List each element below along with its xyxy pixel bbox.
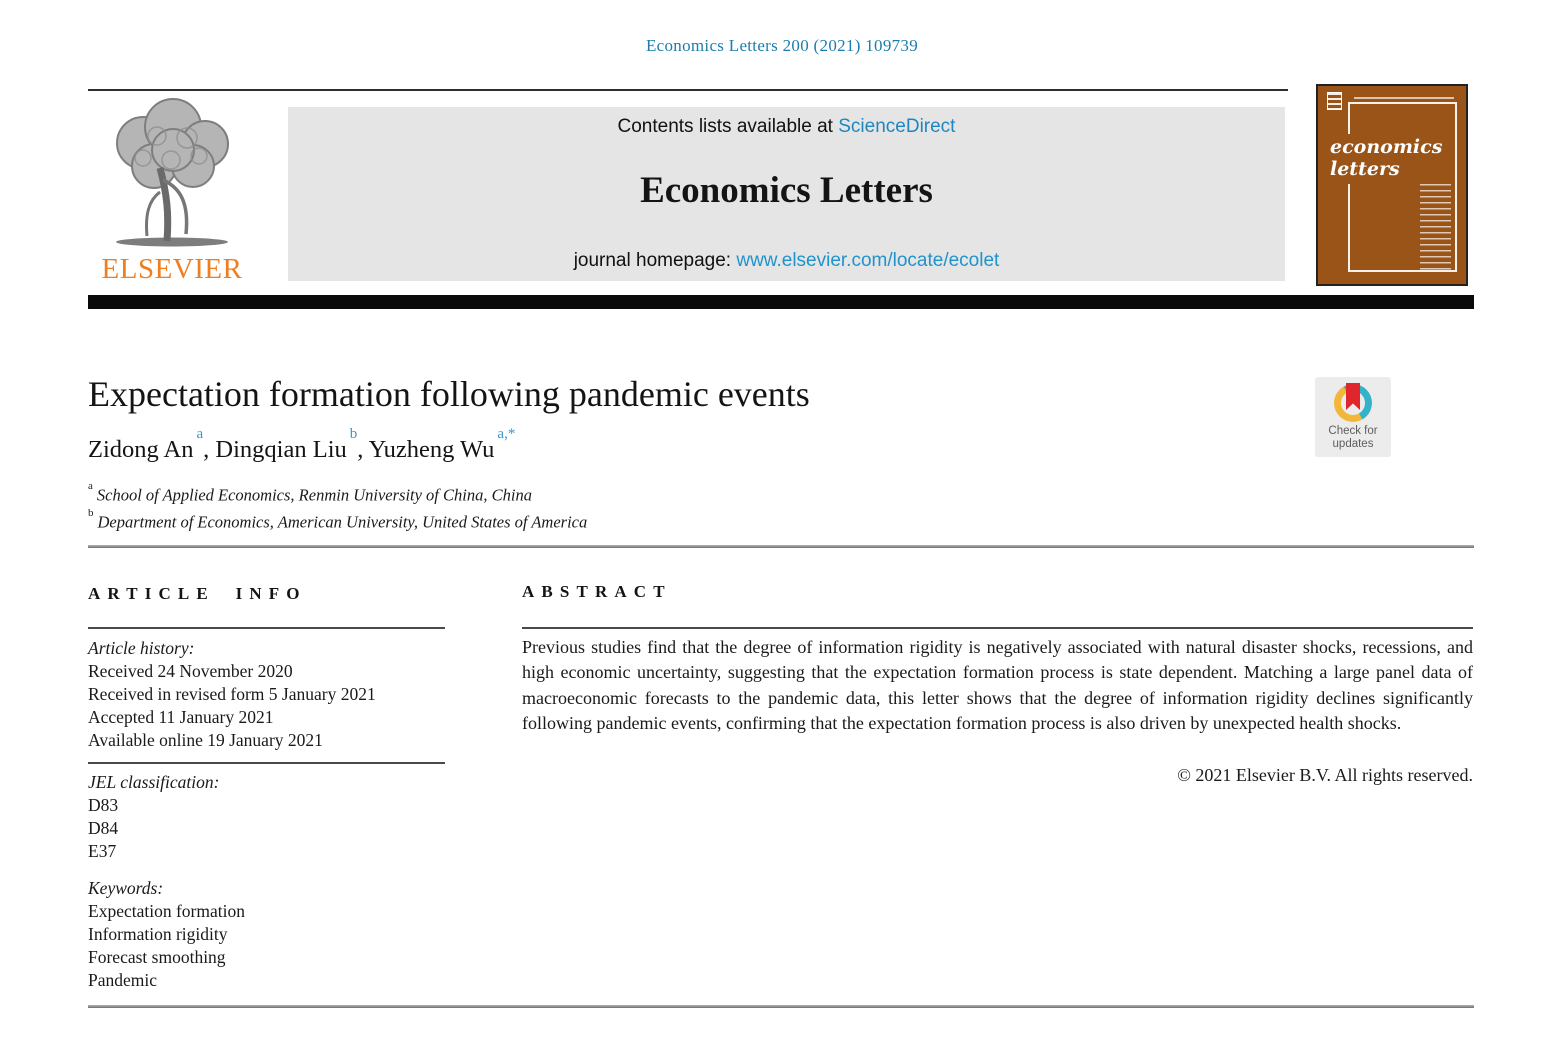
crossmark-label: Check for updates	[1328, 425, 1378, 450]
elsevier-logo	[88, 96, 256, 286]
sciencedirect-link[interactable]: ScienceDirect	[838, 116, 956, 137]
bottom-rule	[88, 1005, 1474, 1008]
affiliation-text: School of Applied Economics, Renmin University of China, China	[96, 485, 532, 505]
homepage-line	[288, 250, 1285, 272]
affiliation-marker: b	[88, 507, 94, 519]
keyword: Forecast smoothing	[88, 947, 226, 967]
affiliation-text: Department of Economics, American University, United States of America	[97, 512, 588, 532]
cover-title: economics letters	[1327, 134, 1433, 184]
section-divider-rule	[88, 545, 1474, 548]
article-history	[88, 637, 376, 752]
jel-code: D84	[88, 818, 119, 838]
author-name: Dingqian Liu	[215, 436, 347, 464]
journal-homepage-link[interactable]: www.elsevier.com/locate/ecolet	[736, 250, 1000, 271]
article-info-rule	[88, 627, 445, 629]
author-affiliation-ref[interactable]: a,*	[497, 426, 516, 442]
elsevier-wordmark: ELSEVIER	[101, 253, 243, 285]
journal-name: Economics Letters	[640, 170, 933, 211]
author-name: Yuzheng Wu	[368, 436, 495, 464]
elsevier-tree-icon	[97, 96, 247, 248]
crossmark-badge[interactable]	[1315, 377, 1391, 457]
author-affiliation-ref[interactable]: a	[196, 426, 204, 442]
keywords	[88, 877, 245, 992]
affiliations	[88, 480, 587, 534]
citation-link[interactable]: Economics Letters 200 (2021) 109739	[645, 36, 919, 55]
crossmark-icon	[1334, 384, 1372, 422]
keyword: Pandemic	[88, 970, 158, 990]
affiliation	[88, 507, 587, 534]
article-history-label: Article history:	[88, 638, 195, 658]
copyright-line: © 2021 Elsevier B.V. All rights reserved.	[1177, 765, 1473, 785]
affiliation-marker: a	[88, 480, 93, 492]
abstract-text: Previous studies find that the degree of information rigidity is negatively associated with natural disaster shocks, recessions, and high economic uncertainty, suggesting that the expectation formation process is state dependent. Matching a large panel data of macroeconomic forecasts to the pandemic data, this letter shows that the degree of information rigidity declines significantly following pandemic events, confirming that the expectation formation process is also driven by unexpected health shocks.	[522, 637, 1473, 734]
jel-classification	[88, 771, 219, 863]
cover-mini-logo-icon	[1327, 92, 1342, 110]
article-title: Expectation formation following pandemic events	[88, 374, 810, 414]
author-affiliation-ref[interactable]: b	[349, 426, 358, 442]
keywords-label: Keywords:	[88, 878, 164, 898]
header-divider-bar	[88, 295, 1474, 309]
homepage-label: journal homepage:	[573, 250, 732, 271]
author	[215, 426, 369, 464]
history-line: Received in revised form 5 January 2021	[88, 684, 376, 704]
article-info-heading: ARTICLE INFO	[88, 584, 307, 603]
history-line: Received 24 November 2020	[88, 661, 293, 681]
contents-prefix: Contents lists available at	[617, 116, 833, 137]
author-line	[88, 426, 516, 464]
journal-cover-thumbnail	[1316, 84, 1468, 286]
jel-code: D83	[88, 795, 119, 815]
history-line: Available online 19 January 2021	[88, 730, 323, 750]
journal-banner	[288, 107, 1285, 281]
affiliation	[88, 480, 587, 507]
author	[368, 426, 516, 464]
author-separator: ,	[203, 436, 216, 464]
contents-line	[288, 116, 1285, 138]
author	[88, 426, 216, 464]
top-rule	[88, 89, 1288, 91]
keyword: Information rigidity	[88, 924, 228, 944]
history-line: Accepted 11 January 2021	[88, 707, 274, 727]
article-info-rule	[88, 762, 445, 764]
keyword: Expectation formation	[88, 901, 245, 921]
abstract-rule	[522, 627, 1473, 629]
abstract-heading: ABSTRACT	[522, 582, 672, 601]
cover-top-text-line	[1354, 97, 1454, 99]
author-separator: ,	[357, 436, 369, 464]
cover-text-lines	[1420, 184, 1451, 272]
author-name: Zidong An	[88, 436, 194, 464]
jel-code: E37	[88, 841, 117, 861]
jel-label: JEL classification:	[88, 772, 220, 792]
